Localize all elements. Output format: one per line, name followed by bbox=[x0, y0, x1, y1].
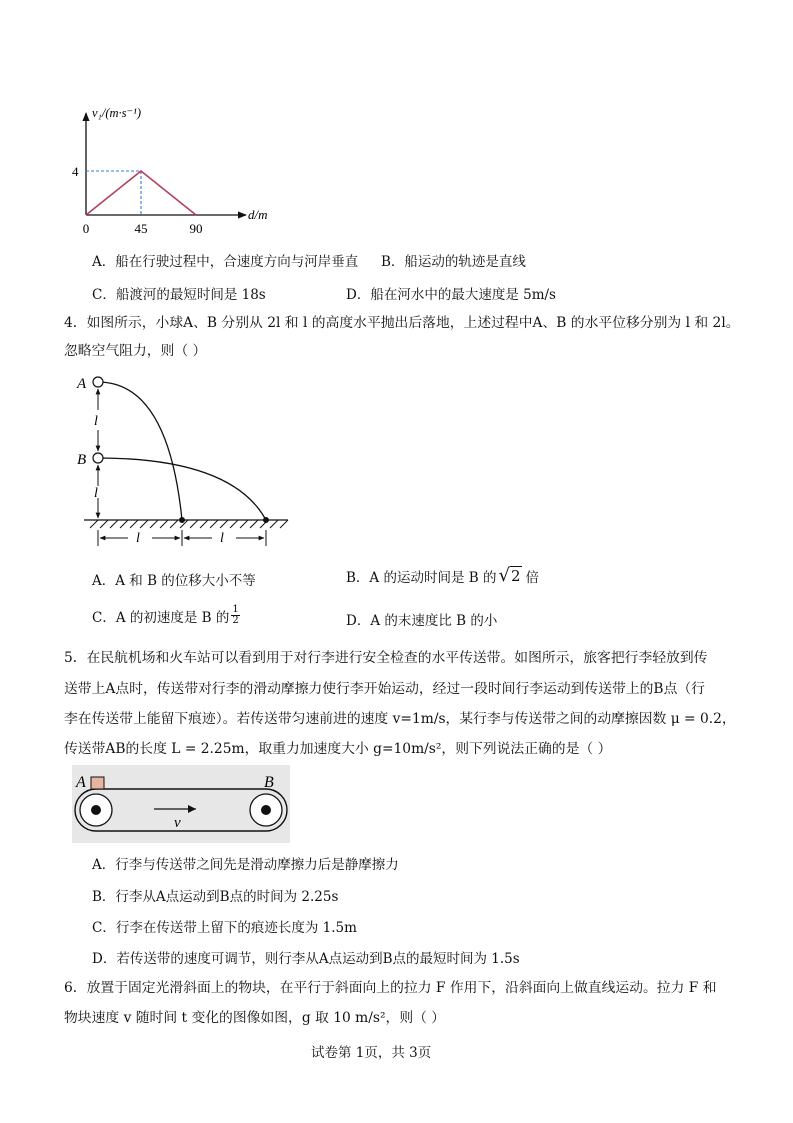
label-a: A bbox=[76, 774, 86, 791]
q5-stem-line3: 李在传送带上能留下痕迹）。若传送带匀速前进的速度 v=1m/s，某行李与传送带之间的动摩擦因数 μ = 0.2， bbox=[64, 711, 736, 727]
q5-option-b[interactable]: B．行李从A点运动到B点的时间为 2.25s bbox=[92, 889, 339, 905]
x-tick-45: 45 bbox=[134, 221, 148, 236]
q4-option-b[interactable] bbox=[346, 565, 539, 586]
q3-option-b[interactable]: B．船运动的轨迹是直线 bbox=[381, 254, 526, 270]
horizontal-dimension bbox=[98, 530, 266, 546]
ground-hatching bbox=[90, 520, 288, 528]
q3-option-c[interactable]: C．船渡河的最短时间是 18s bbox=[92, 287, 266, 303]
label-b: B bbox=[264, 774, 274, 791]
landing-point-a bbox=[179, 517, 185, 523]
label-l-width-2: l bbox=[220, 531, 224, 546]
q5-stem-line4: 传送带AB的长度 L = 2.25m，取重力加速度大小 g=10m/s²，则下列说法正确的是（ ） bbox=[64, 741, 612, 757]
q5-stem-line2: 送带上A点时，传送带对行李的滑动摩擦力使行李开始运动，经过一段时间行李运动到传送带上的B点（行 bbox=[64, 681, 705, 697]
q3-option-d[interactable]: D．船在河水中的最大速度是 5m/s bbox=[346, 287, 556, 303]
label-l-height-1: l bbox=[94, 414, 98, 429]
q5-option-c[interactable]: C．行李在传送带上留下的痕迹长度为 1.5m bbox=[92, 920, 357, 936]
fraction-numerator: 1 bbox=[232, 604, 239, 615]
left-pulley-axle bbox=[91, 805, 101, 815]
q4-option-b-suffix: 倍 bbox=[525, 569, 539, 586]
q5-stem-line1: 5．在民航机场和火车站可以看到用于对行李进行安全检查的水平传送带。如图所示，旅客把行李轻放到传 bbox=[64, 650, 708, 666]
q4-option-d[interactable]: D．A 的末速度比 B 的小 bbox=[346, 613, 498, 629]
label-v: v bbox=[174, 815, 181, 831]
sqrt-radicand: 2 bbox=[510, 567, 521, 585]
q6-stem-line1: 6．放置于固定光滑斜面上的物块，在平行于斜面向上的拉力 F 作用下，沿斜面向上做直线运动。拉力 F 和 bbox=[64, 980, 717, 996]
label-l-width-1: l bbox=[136, 531, 140, 546]
y-axis-label: v₁/(m·s⁻¹) bbox=[92, 106, 142, 120]
label-b: B bbox=[77, 452, 87, 468]
projectile-figure bbox=[72, 370, 302, 550]
q5-option-a[interactable]: A．行李与传送带之间先是滑动摩擦力后是静摩擦力 bbox=[92, 857, 399, 873]
luggage-box bbox=[91, 777, 104, 789]
q4-option-c-text: C．A 的初速度是 B 的 bbox=[92, 609, 230, 626]
ball-a bbox=[93, 377, 103, 387]
q5-option-d[interactable]: D．若传送带的速度可调节，则行李从A点运动到B点的最短时间为 1.5s bbox=[92, 951, 520, 967]
q4-stem-line1: 4．如图所示，小球A、B 分别从 2l 和 l 的高度水平抛出后落地，上述过程中A、B 的水平位移分别为 l 和 2l。 bbox=[64, 315, 740, 331]
x-tick-0: 0 bbox=[82, 221, 90, 236]
label-a: A bbox=[77, 376, 87, 392]
q4-option-b-text: B．A 的运动时间是 B 的 bbox=[346, 569, 497, 586]
ball-b bbox=[93, 453, 103, 463]
right-pulley-axle bbox=[261, 805, 271, 815]
trajectory-a bbox=[98, 382, 182, 520]
landing-point-b bbox=[263, 517, 269, 523]
conveyor-belt-figure bbox=[72, 765, 290, 843]
q4-stem-line2: 忽略空气阻力，则（ ） bbox=[64, 343, 207, 359]
velocity-distance-chart bbox=[60, 95, 290, 245]
q4-option-a[interactable]: A．A 和 B 的位移大小不等 bbox=[92, 573, 256, 589]
fraction bbox=[231, 605, 239, 626]
x-axis-label: d/m bbox=[248, 207, 268, 222]
fraction-denominator: 2 bbox=[232, 615, 239, 626]
y-tick-4: 4 bbox=[72, 164, 79, 179]
q3-option-a[interactable]: A．船在行驶过程中，合速度方向与河岸垂直 bbox=[92, 254, 359, 270]
x-tick-90: 90 bbox=[189, 221, 203, 236]
trajectory-b bbox=[98, 458, 266, 520]
q6-stem-line2: 物块速度 v 随时间 t 变化的图像如图，g 取 10 m/s²，则（ ） bbox=[64, 1010, 446, 1026]
label-l-height-2: l bbox=[94, 486, 98, 501]
q4-option-c[interactable] bbox=[92, 605, 240, 626]
page-footer: 试卷第 1页，共 3页 bbox=[311, 1045, 432, 1061]
sqrt-symbol: √ bbox=[498, 565, 510, 586]
